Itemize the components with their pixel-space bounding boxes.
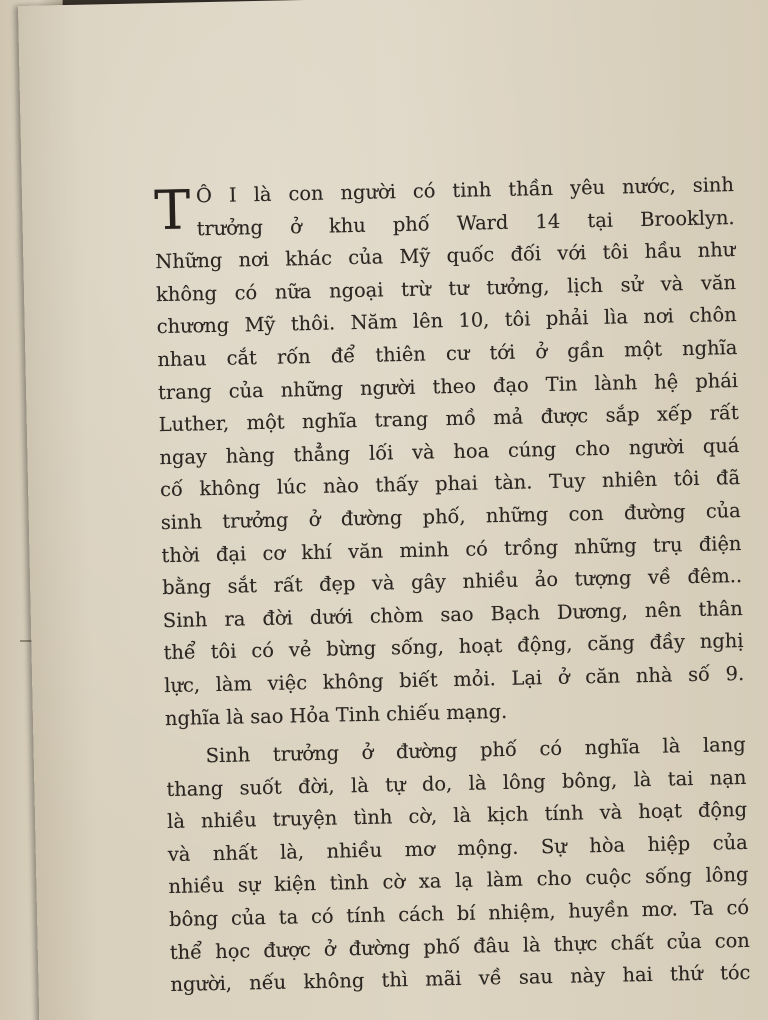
text-line: lực, làm việc không biết mỏi. Lại ở căn nhà số 9. bbox=[164, 661, 745, 697]
text-line: trưởng ở khu phố Ward 14 tại Brooklyn. bbox=[196, 205, 735, 240]
text-line: chương Mỹ thôi. Năm lên 10, tôi phải lìa nơi chôn bbox=[156, 303, 737, 339]
text-line: thể học được ở đường phố đâu là thực chất của con bbox=[169, 928, 750, 964]
text-line: bằng sắt rất đẹp và gây nhiều ảo tượng về đêm.. bbox=[161, 564, 743, 600]
text-line: và nhất là, nhiều mơ mộng. Sự hòa hiệp của bbox=[167, 830, 748, 866]
book-page bbox=[18, 0, 768, 1020]
page-text bbox=[154, 169, 751, 1002]
text-line: nhau cắt rốn để thiên cư tới ở gần một nghĩa bbox=[157, 335, 738, 372]
text-line: Sinh ra đời dưới chòm sao Bạch Dương, nên thân bbox=[162, 596, 744, 632]
drop-cap: T bbox=[153, 178, 191, 243]
paragraph-1 bbox=[154, 169, 745, 735]
text-line: Sinh trưởng ở đường phố có nghĩa là lang bbox=[205, 733, 746, 768]
text-line: cố không lúc nào thấy phai tàn. Tuy nhiên tôi đã bbox=[159, 466, 741, 502]
text-line: thang suốt đời, là tự do, là lông bông, là tai nạn bbox=[166, 765, 747, 801]
paragraph-2 bbox=[165, 729, 750, 1002]
text-line: thời đại cơ khí văn minh có trồng những trụ điện bbox=[161, 531, 742, 567]
text-line: nghĩa là sao Hỏa Tinh chiếu mạng. bbox=[164, 699, 508, 730]
text-line: thể tôi có vẻ bừng sống, hoạt động, căng đầy nghị bbox=[163, 629, 744, 665]
text-line: ngay hàng thẳng lối và hoa cúng cho người quá bbox=[159, 433, 740, 469]
text-line: Luther, một nghĩa trang mồ mả được sắp xếp rất bbox=[158, 401, 739, 437]
text-line: sinh trưởng ở đường phố, những con đường của bbox=[160, 498, 741, 535]
text-line: người, nếu không thì mãi về sau này hai thứ tóc bbox=[170, 961, 751, 997]
text-line: là nhiều truyện tình cờ, là kịch tính và hoạt động bbox=[166, 798, 748, 834]
text-line: Những nơi khác của Mỹ quốc đối với tôi hầu như bbox=[155, 238, 736, 274]
text-line: trang của những người theo đạo Tin lành hệ phái bbox=[157, 368, 739, 404]
text-line: không có nữa ngoại trừ tư tưởng, lịch sử và văn bbox=[155, 270, 737, 306]
text-line: bông của ta có tính cách bí nhiệm, huyền mơ. Ta có bbox=[168, 895, 750, 932]
text-line: nhiều sự kiện tình cờ xa lạ làm cho cuộc sống lông bbox=[168, 863, 749, 899]
text-line: Ô I là con người có tinh thần yêu nước, sinh bbox=[195, 173, 735, 208]
